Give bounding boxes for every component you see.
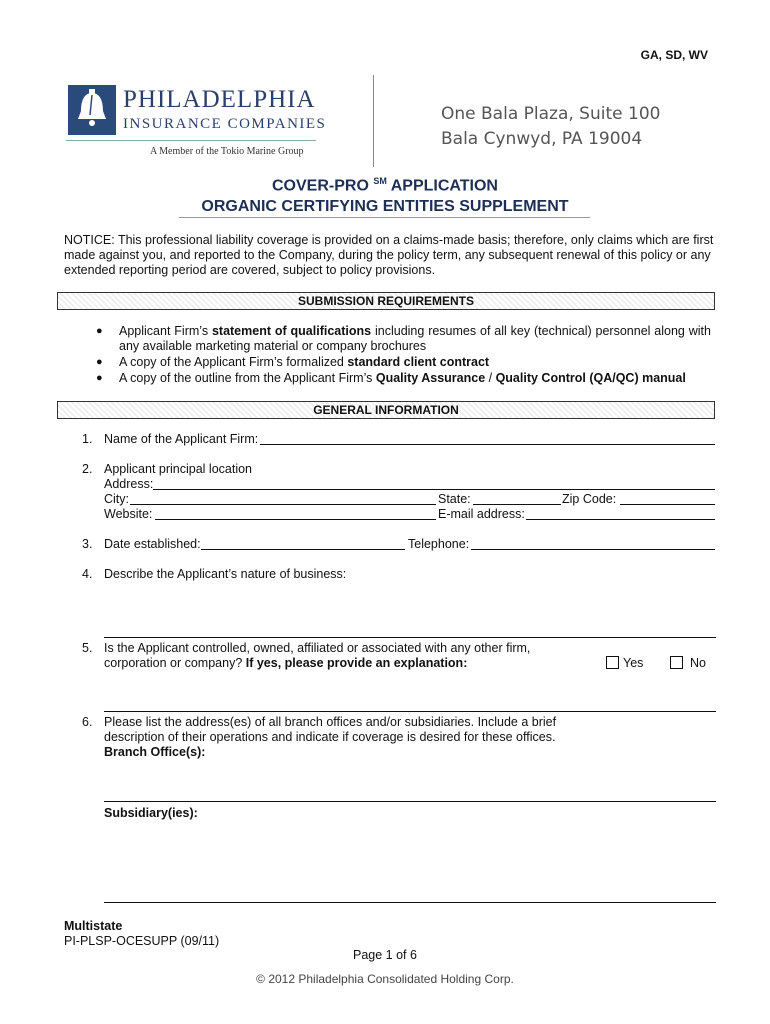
state-label: State: [438,492,471,506]
requirement-item-1 [119,324,711,354]
q5-line-1: Is the Applicant controlled, owned, affiliated or associated with any other firm, [104,641,531,655]
page-title [0,176,770,195]
page-number: Page 1 of 6 [353,948,417,962]
email-field[interactable] [526,519,715,520]
zip-field[interactable] [620,504,715,505]
q4-number: 4. [82,567,93,581]
bullet-icon: ● [96,325,103,337]
brand-divider [66,140,316,141]
brand-subname: INSURANCE COMPANIES [123,116,327,132]
brand-name: PHILADELPHIA [123,86,316,113]
explanation-field[interactable] [104,711,716,712]
q2-label: Applicant principal location [104,462,253,476]
q6-line-1: Please list the address(es) of all branch offices and/or subsidiaries. Include a brief [104,715,557,729]
address-field[interactable] [153,489,715,490]
telephone-field[interactable] [471,549,715,550]
title-application: APPLICATION [390,177,498,195]
no-label: No [690,656,706,670]
q5-text-b: If yes, please provide an explanation: [245,656,468,670]
bullet-icon: ● [96,356,103,368]
liberty-bell-logo-icon [68,85,116,135]
address-label: Address: [104,477,154,491]
city-label: City: [104,492,129,506]
firm-name-field[interactable] [260,444,715,445]
subsidiary-field[interactable] [104,902,716,903]
branch-office-field[interactable] [104,801,716,802]
brand-tagline: A Member of the Tokio Marine Group [150,146,304,157]
states-label: GA, SD, WV [640,48,708,62]
copyright: © 2012 Philadelphia Consolidated Holding Corp. [256,972,514,986]
page-subtitle: ORGANIC CERTIFYING ENTITIES SUPPLEMENT [201,198,569,215]
q5-number: 5. [82,641,93,655]
footer-form-id: PI-PLSP-OCESUPP (09/11) [64,934,220,948]
state-field[interactable] [473,504,561,505]
q6-number: 6. [82,715,93,729]
title-sup: SM [373,176,387,186]
footer-multistate: Multistate [64,919,123,933]
q5-text-a: corporation or company? [104,656,246,670]
date-established-field[interactable] [201,549,405,550]
city-field[interactable] [130,504,436,505]
req1-text-b: statement of qualifications [211,324,372,338]
yes-label: Yes [623,656,644,670]
q2-number: 2. [82,462,93,476]
req2-text-a: A copy of the Applicant Firm’s formalized [119,355,348,369]
title-product: COVER-PRO [272,177,369,195]
req3-text-d: Quality Control (QA/QC) manual [495,371,686,385]
req1-text-a: Applicant Firm’s [119,324,212,338]
general-heading: GENERAL INFORMATION [57,401,715,419]
req3-text-c: / [485,371,496,385]
requirement-item-3 [119,371,711,386]
req3-text-a: A copy of the outline from the Applicant Firm’s [119,371,376,385]
notice-text: NOTICE: This professional liability coverage is provided on a claims-made basis; therefore, only claims which are first made against you, and reported to the Company, during the policy term, any subsequent renewal of this policy or any extended reporting period are covered, subject to policy provisions. [64,233,714,277]
requirement-item-2 [119,355,711,370]
address-line-1: One Bala Plaza, Suite 100 [441,104,661,124]
q1-label: Name of the Applicant Firm: [104,432,259,446]
title-underline [179,217,590,218]
q5-line-2 [104,656,467,671]
subsidiary-label: Subsidiary(ies): [104,806,198,820]
no-checkbox[interactable] [670,656,683,669]
q1-number: 1. [82,432,93,446]
q3-number: 3. [82,537,93,551]
business-description-field[interactable] [104,637,716,638]
website-label: Website: [104,507,153,521]
telephone-label: Telephone: [408,537,470,551]
bullet-icon: ● [96,372,103,384]
email-label: E-mail address: [438,507,525,521]
req1-text-c: including resumes of all key (technical) personnel along with any available marketing material or company brochures [119,324,711,353]
website-field[interactable] [155,519,436,520]
submission-heading: SUBMISSION REQUIREMENTS [57,292,715,310]
address-line-2: Bala Cynwyd, PA 19004 [441,129,643,149]
req2-text-b: standard client contract [347,355,490,369]
header-divider [373,75,374,167]
branch-office-label: Branch Office(s): [104,745,206,759]
q3-label: Date established: [104,537,201,551]
req3-text-b: Quality Assurance [375,371,486,385]
q4-label: Describe the Applicant’s nature of business: [104,567,347,581]
q6-line-2: description of their operations and indicate if coverage is desired for these offices. [104,730,556,744]
zip-label: Zip Code: [562,492,617,506]
yes-checkbox[interactable] [606,656,619,669]
